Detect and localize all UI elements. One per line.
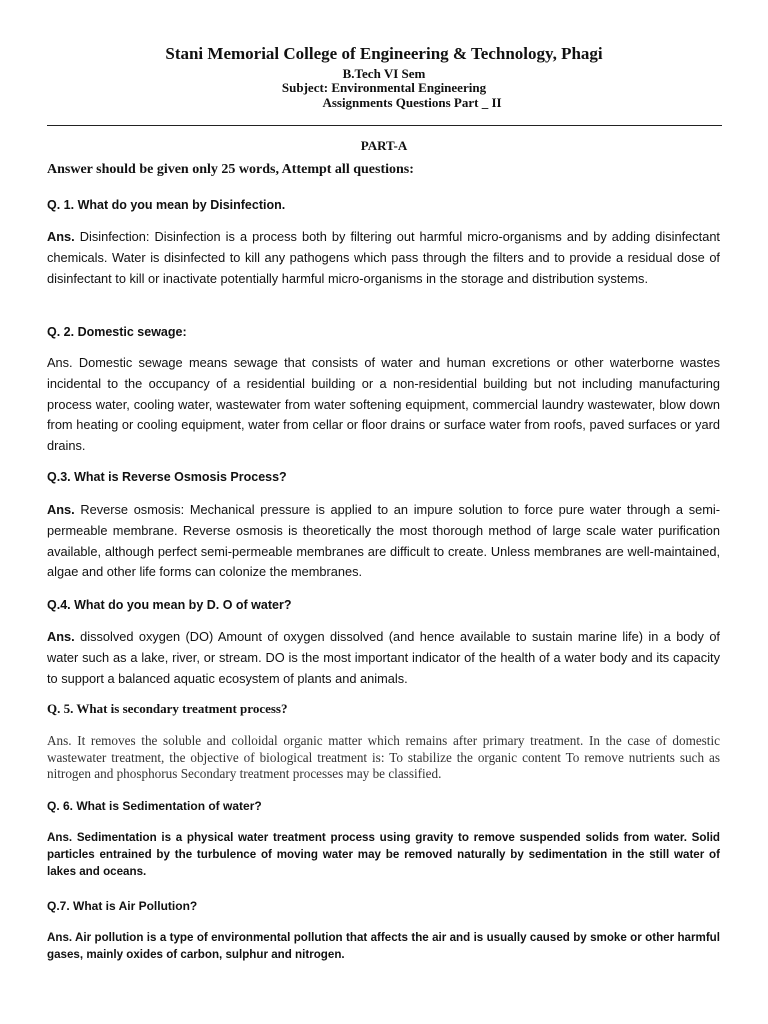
answer-text: Reverse osmosis: Mechanical pressure is applied to an impure solution to force pure water through a semi-permeable membrane. Reverse osmosis is theoretically the most thorough method of large scale water purification available, although perfect semi-permeable membranes are difficult to create. Unless membranes are well-maintained, algae and other life forms can colonize the membranes. [47,502,720,580]
question-3: Q.3. What is Reverse Osmosis Process? [47,470,287,484]
question-6: Q. 6. What is Sedimentation of water? [47,799,262,813]
part-heading: PART-A [360,138,408,153]
header-divider [47,125,722,126]
answer-1 [47,227,720,289]
answer-4 [47,627,720,689]
answer-text: Ans. It removes the soluble and colloidal organic matter which remains after primary treatment. In the case of domestic wastewater treatment, the objective of biological treatment is: To stabilize the organic content To remove nutrients such as nitrogen and phosphorus Secondary treatment processes may be classified. [47,733,720,781]
question-5: Q. 5. What is secondary treatment process? [47,701,288,716]
question-4: Q.4. What do you mean by D. O of water? [47,598,292,612]
instruction: Answer should be given only 25 words, Attempt all questions: [47,162,414,177]
answer-text: Disinfection: Disinfection is a process both by filtering out harmful micro-organisms and by adding disinfectant chemicals. Water is disinfected to kill any pathogens which pass through the filters and to provide a residual dose of disinfectant to kill or inactivate potentially harmful micro-organisms in the storage and distribution systems. [47,229,720,286]
subject: Subject: Environmental Engineering [281,80,487,95]
answer-lead: Ans. [47,229,75,244]
answer-text: dissolved oxygen (DO) Amount of oxygen dissolved (and hence available to sustain marine life) in a body of water such as a lake, river, or stream. DO is the most important indicator of the health of a water body and its capacity to support a balanced aquatic ecosystem of plants and animals. [47,629,720,686]
answer-lead: Ans. [47,629,75,644]
question-7: Q.7. What is Air Pollution? [47,899,198,913]
answer-text: Ans. Domestic sewage means sewage that consists of water and human excretions or other waterborne wastes incidental to the occupancy of a residential building or a non-residential building but not including manufacturing process water, cooling water, wastewater from water softening equipment, commercial laundry wastewater, blow down from heating or cooling equipment, water from cellar or floor drains or surface water from roofs, paved surfaces or yard drains. [47,355,720,454]
question-2: Q. 2. Domestic sewage: [47,325,187,339]
answer-6 [47,829,720,880]
question-1: Q. 1. What do you mean by Disinfection. [47,198,286,212]
semester: B.Tech VI Sem [342,66,426,81]
answer-5 [47,733,720,783]
answer-text: Ans. Sedimentation is a physical water treatment process using gravity to remove suspended solids from water. Solid particles entrained by the turbulence of moving water may be removed naturally by sedimentation in the still water of lakes and oceans. [47,831,720,878]
answer-2 [47,353,720,457]
assignment-title: Assignments Questions Part _ II [322,95,502,110]
answer-text: Ans. Air pollution is a type of environmental pollution that affects the air and is usually caused by smoke or other harmful gases, mainly oxides of carbon, sulphur and nitrogen. [47,931,720,961]
answer-7 [47,929,720,963]
college-name: Stani Memorial College of Engineering & Technology, Phagi [165,44,603,63]
answer-lead: Ans. [47,502,75,517]
answer-3 [47,500,720,583]
